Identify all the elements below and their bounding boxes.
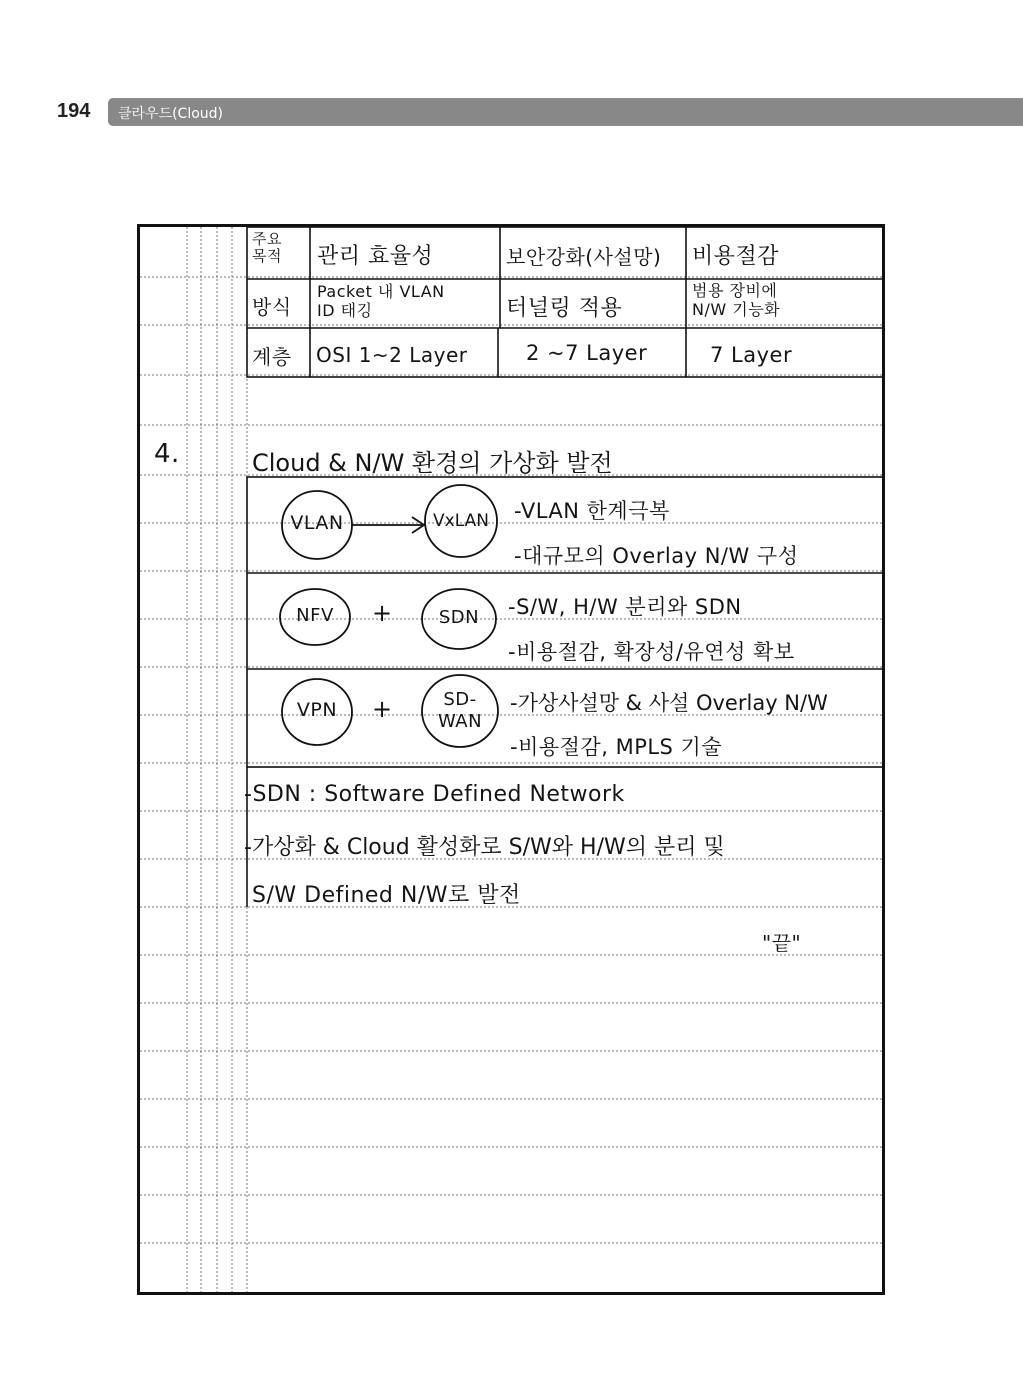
summary-line-2: S/W Defined N/W로 발전 — [252, 883, 521, 908]
row-label-layer: 계층 — [252, 345, 292, 369]
layer-cell-tunnel: 2 ~7 Layer — [526, 341, 648, 365]
vxlan-node-label: VxLAN — [433, 511, 489, 531]
sdn-node-label: SDN — [438, 607, 480, 628]
purpose-cell-nfv: 비용절감 — [692, 244, 780, 269]
sd-wan-note-2: -비용절감, MPLS 기술 — [510, 735, 723, 759]
nfv-plus-sign: + — [372, 599, 393, 627]
page-header — [0, 98, 1023, 126]
row-label-purpose: 주요 목적 — [252, 230, 282, 265]
vpn-node-label: VPN — [296, 699, 338, 721]
purpose-cell-tunnel: 보안강화(사설망) — [506, 245, 662, 269]
sdn-note-1: -S/W, H/W 분리와 SDN — [508, 595, 742, 619]
vpn-plus-sign: + — [372, 695, 393, 723]
vlan-note-1: -VLAN 한계극복 — [514, 499, 670, 523]
vlan-node-label: VLAN — [290, 512, 344, 534]
layer-cell-nfv: 7 Layer — [710, 343, 793, 367]
sdn-note-2: -비용절감, 확장성/유연성 확보 — [508, 640, 795, 664]
purpose-cell-vlan: 관리 효율성 — [317, 244, 434, 269]
row-label-method: 방식 — [252, 295, 292, 319]
sd-wan-node-label: SD- WAN — [437, 689, 483, 732]
answer-sheet — [137, 224, 885, 1295]
sd-wan-note-1: -가상사설망 & 사설 Overlay N/W — [510, 691, 828, 715]
method-cell-nfv: 범용 장비에 N/W 기능화 — [692, 281, 781, 319]
section-number: 4. — [154, 439, 180, 469]
layer-cell-vlan: OSI 1~2 Layer — [316, 343, 468, 367]
nfv-node-label: NFV — [296, 605, 334, 626]
method-cell-vlan: Packet 내 VLAN ID 태깅 — [317, 282, 445, 320]
method-cell-tunnel: 터널링 적용 — [506, 296, 623, 321]
page-number: 194 — [57, 100, 91, 122]
sdn-definition: -SDN : Software Defined Network — [244, 782, 625, 807]
end-mark: "끝" — [762, 931, 802, 955]
chapter-title: 클라우드(Cloud) — [118, 106, 224, 122]
chapter-bar — [108, 98, 1023, 126]
vlan-note-2: -대규모의 Overlay N/W 구성 — [514, 544, 799, 568]
section-title: Cloud & N/W 환경의 가상화 발전 — [252, 449, 613, 477]
summary-line-1: -가상화 & Cloud 활성화로 S/W와 H/W의 분리 및 — [244, 835, 725, 860]
